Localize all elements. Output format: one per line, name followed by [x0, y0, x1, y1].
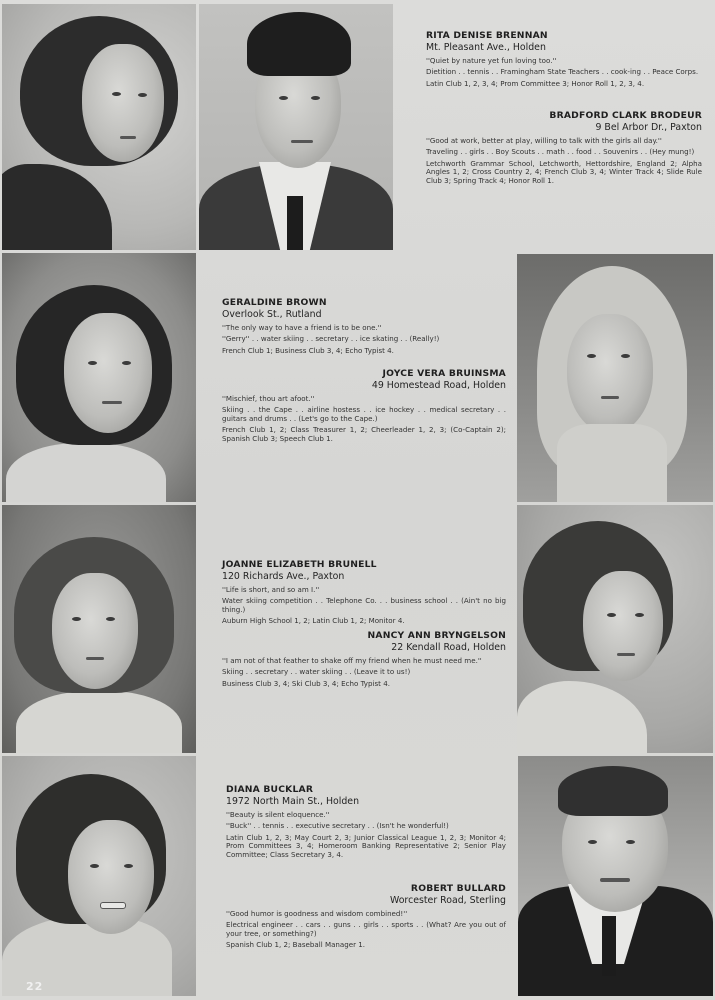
bio-robert-bullard — [226, 883, 506, 950]
page-number: 22 — [26, 980, 44, 993]
student-activities: Traveling . . girls . . Boy Scouts . . math . . food . . Souvenirs . . (Hey mung!) — [426, 147, 695, 157]
portrait-photo-joyce-bruinsma — [517, 254, 713, 502]
student-name: GERALDINE BROWN — [222, 297, 327, 308]
bio-bradford-brodeur — [426, 110, 702, 185]
student-quote: ''Mischief, thou art afoot.'' — [222, 394, 315, 403]
student-activities: Skiing . . the Cape . . airline hostess . . ice hockey . . medical secretary . . guitars and drums . . (Let's go to the Cape.) — [222, 405, 506, 423]
student-quote: ''Life is short, and so am I.'' — [222, 585, 320, 594]
student-address: Overlook St., Rutland — [222, 309, 322, 320]
portrait-photo-robert-bullard — [518, 756, 713, 996]
student-address: Worcester Road, Sterling — [389, 895, 506, 906]
portrait-photo-rita-brennan — [2, 4, 196, 250]
portrait-photo-diana-bucklar — [2, 756, 196, 996]
portrait-photo-joanne-brunell — [2, 505, 196, 753]
student-clubs: Latin Club 1, 2, 3, 4; Prom Committee 3; Honor Roll 1, 2, 3, 4. — [426, 78, 645, 88]
student-quote: ''Good at work, better at play, willing to talk with the girls all day.'' — [426, 136, 662, 145]
student-quote: ''The only way to have a friend is to be one.'' — [222, 323, 382, 332]
student-address: Mt. Pleasant Ave., Holden — [426, 42, 546, 53]
student-quote: ''I am not of that feather to shake off my friend when he must need me.'' — [222, 656, 482, 665]
student-activities: Water skiing competition . . Telephone Co. . . business school . . (Ain't no big thing.) — [222, 596, 506, 614]
student-clubs: Latin Club 1, 2, 3; May Court 2, 3; Junior Classical League 1, 2, 3; Monitor 4; Prom Committees 3, 4; Homeroom Banking Representative 2; Senior Play Committee; Class Secretary 3, 4. — [226, 832, 506, 859]
student-activities: Electrical engineer . . cars . . guns . . girls . . sports . . (What? Are you out of your tree, or something?) — [226, 920, 506, 938]
student-address: 120 Richards Ave., Paxton — [222, 571, 345, 582]
portrait-photo-nancy-bryngelson — [517, 505, 713, 753]
student-address: 22 Kendall Road, Holden — [391, 642, 506, 653]
bio-joanne-brunell — [222, 559, 506, 626]
student-clubs: Business Club 3, 4; Ski Club 3, 4; Echo Typist 4. — [222, 678, 390, 688]
student-address: 49 Homestead Road, Holden — [371, 380, 506, 391]
student-activities: ''Gerry'' . . water skiing . . secretary . . ice skating . . (Really!) — [222, 334, 440, 344]
student-clubs: Spanish Club 1, 2; Baseball Manager 1. — [226, 940, 366, 950]
bio-nancy-bryngelson — [222, 630, 506, 688]
student-address: 9 Bel Arbor Dr., Paxton — [595, 122, 702, 133]
student-activities: Dietition . . tennis . . Framingham State Teachers . . cook-ing . . Peace Corps. — [426, 67, 699, 77]
student-quote: ''Quiet by nature yet fun loving too.'' — [426, 56, 557, 65]
bio-diana-bucklar — [226, 784, 506, 859]
student-quote: ''Good humor is goodness and wisdom combined!'' — [226, 909, 408, 918]
student-name: RITA DENISE BRENNAN — [426, 30, 548, 41]
bio-rita-brennan — [426, 30, 702, 88]
student-clubs: French Club 1, 2; Class Treasurer 1, 2; Cheerleader 1, 2, 3; (Co-Captain 2); Spanish Club 3; Speech Club 1. — [222, 425, 506, 443]
student-clubs: French Club 1; Business Club 3, 4; Echo Typist 4. — [222, 345, 394, 355]
student-activities: Skiing . . secretary . . water skiing . . (Leave it to us!) — [222, 667, 411, 677]
student-name: JOYCE VERA BRUINSMA — [382, 368, 506, 379]
bio-geraldine-brown — [222, 297, 506, 355]
portrait-photo-bradford-brodeur — [199, 4, 393, 250]
bio-joyce-bruinsma — [222, 368, 506, 443]
student-name: ROBERT BULLARD — [410, 883, 506, 894]
student-quote: ''Beauty is silent eloquence.'' — [226, 810, 330, 819]
student-activities: ''Buck'' . . tennis . . executive secretary . . (Isn't he wonderful!) — [226, 821, 449, 831]
portrait-photo-geraldine-brown — [2, 253, 196, 502]
student-name: DIANA BUCKLAR — [226, 784, 314, 795]
student-name: NANCY ANN BRYNGELSON — [367, 630, 506, 641]
student-name: JOANNE ELIZABETH BRUNELL — [222, 559, 377, 570]
student-address: 1972 North Main St., Holden — [226, 796, 360, 807]
student-clubs: Auburn High School 1, 2; Latin Club 1, 2; Monitor 4. — [222, 616, 405, 626]
student-clubs: Letchworth Grammar School, Letchworth, Hettordshire, England 2; Alpha Angles 1, 2; Cross Country 2, 4; French Club 3, 4; Winter Track 4; Slide Rule Club 3; Spring Track 4; Honor Roll 1. — [426, 158, 702, 185]
student-name: BRADFORD CLARK BRODEUR — [549, 110, 702, 121]
